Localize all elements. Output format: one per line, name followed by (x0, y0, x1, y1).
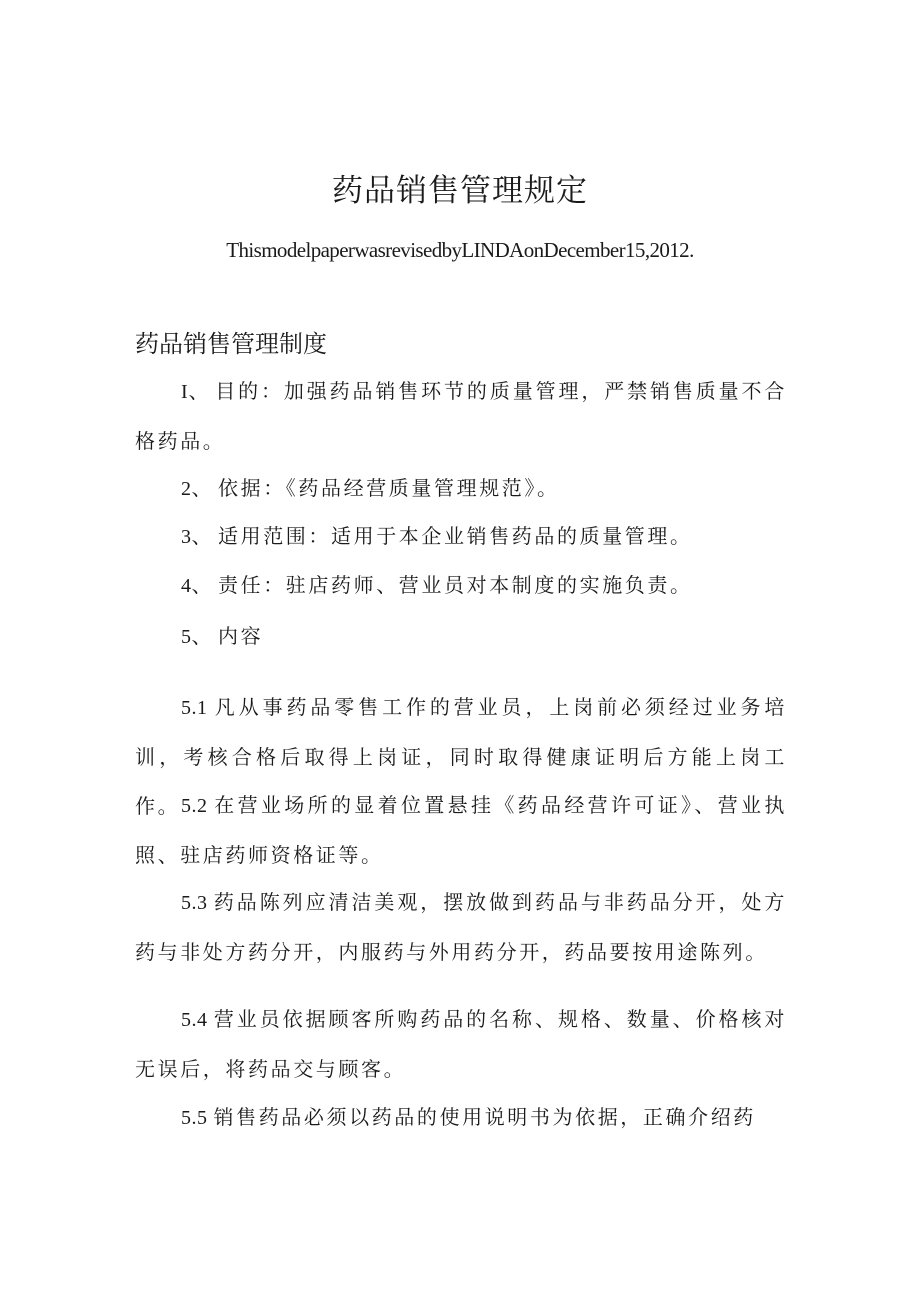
paragraph-content (135, 612, 787, 662)
paragraph-number: 5.2 (181, 795, 208, 817)
paragraph-scope (135, 512, 787, 562)
paragraph-text: 药品陈列应清洁美观，摆放做到药品与非药品分开，处方药与非处方药分开，内服药与外用药分开，药品要按用途陈列。 (135, 890, 787, 964)
section-heading: 药品销售管理制度 (135, 330, 327, 358)
paragraph-number: I、 (181, 381, 210, 403)
paragraph-5-5 (135, 1093, 787, 1143)
paragraph-text: 目的：加强药品销售环节的质量管理，严禁销售质量不合格药品。 (135, 379, 787, 453)
paragraph-purpose (135, 367, 787, 466)
paragraph-text: 在营业场所的显着位置悬挂《药品经营许可证》、营业执照、驻店药师资格证等。 (135, 793, 787, 867)
paragraph-text: 适用范围：适用于本企业销售药品的质量管理。 (218, 524, 693, 548)
paragraph-text: 销售药品必须以药品的使用说明书为依据，正确介绍药 (213, 1105, 756, 1129)
document-title: 药品销售管理规定 (332, 173, 588, 209)
paragraph-number: 5.4 (181, 1009, 208, 1031)
paragraph-number: 5.1 (181, 697, 208, 719)
paragraph-number: 2、 (181, 478, 212, 500)
paragraph-text: 凡从事药品零售工作的营业员，上岗前必须经过业务培训，考核合格后取得上岗证，同时取得健康证明后方能上岗工作。 (135, 695, 787, 818)
paragraph-text: 内容 (218, 624, 264, 648)
revision-note: ThismodelpaperwasrevisedbyLINDAonDecember15,2012. (226, 238, 694, 262)
paragraph-5-3 (135, 878, 787, 977)
paragraph-responsibility (135, 561, 787, 611)
paragraph-number: 3、 (181, 526, 212, 548)
paragraph-number: 5.3 (181, 892, 208, 914)
paragraph-number: 5.5 (181, 1107, 208, 1129)
paragraph-5-2 (135, 781, 787, 880)
paragraph-basis (135, 464, 787, 514)
paragraph-5-4 (135, 995, 787, 1094)
paragraph-text: 营业员依据顾客所购药品的名称、规格、数量、价格核对无误后，将药品交与顾客。 (135, 1007, 787, 1081)
paragraph-text: 依据：《药品经营质量管理规范》。 (218, 476, 560, 500)
paragraph-number: 5、 (181, 626, 212, 648)
paragraph-text: 责任：驻店药师、营业员对本制度的实施负责。 (218, 573, 693, 597)
paragraph-number: 4、 (181, 575, 212, 597)
